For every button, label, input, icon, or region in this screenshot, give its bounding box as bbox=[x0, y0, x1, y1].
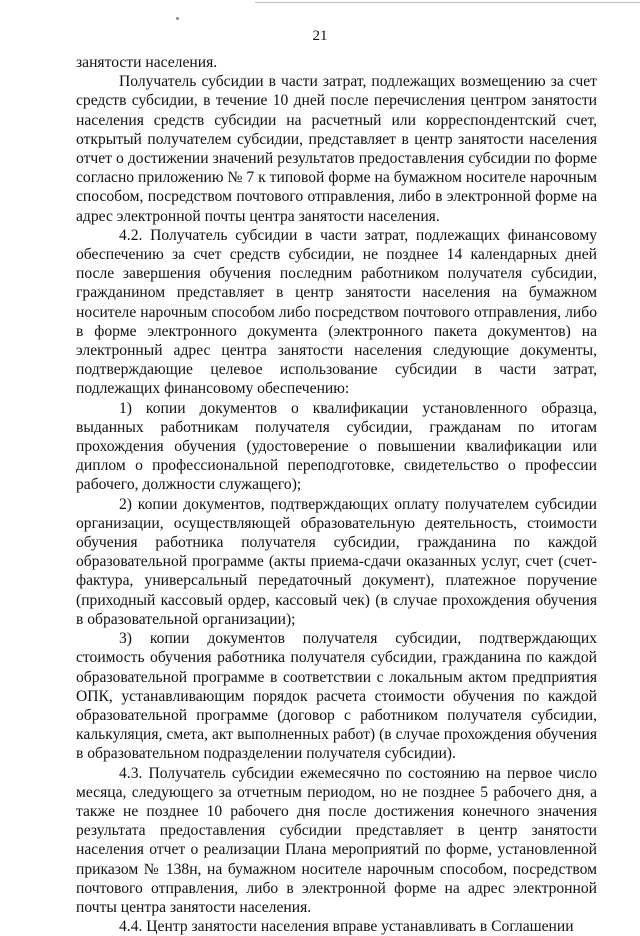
list-item-2: 2) копии документов, подтверждающих оплату получателем субсидии организации, осуществляющей образовательную деятельность, стоимости обучения работника получателя субсидии, гражданина по каждой образовательной программе (акты приема-сдачи оказанных услуг, счет (счет-фактура, универсальный передаточный документ), платежное поручение (приходный кассовый ордер, кассовый чек) (в случае прохождения обучения в образовательной организации); bbox=[76, 495, 597, 628]
scan-artifact-speck bbox=[176, 17, 179, 20]
list-item-1: 1) копии документов о квалификации установленного образца, выданных работникам получателя субсидии, гражданам по итогам прохождения обучения (удостоверение о повышении квалификации или диплом о профессиональной переподготовке, свидетельство о профессии рабочего, должности служащего); bbox=[76, 399, 597, 494]
paragraph-report-reimbursement: Получатель субсидии в части затрат, подлежащих возмещению за счет средств субсидии, в течение 10 дней после перечисления центром занятости населения средств субсидии на расчетный или корреспондентский счет, открытый получателем субсидии, представляет в центр занятости населения отчет о достижении значений результатов предоставления субсидии по форме согласно приложению № 7 к типовой форме на бумажном носителе нарочным способом, посредством почтового отправления, либо в электронной форме на адрес электронной почты центра занятости населения. bbox=[76, 73, 597, 225]
paragraph-4-2: 4.2. Получатель субсидии в части затрат, подлежащих финансовому обеспечению за счет средств субсидии, не позднее 14 календарных дней после завершения обучения последним работником получателя субсидии, гражданином представляет в центр занятости населения на бумажном носителе нарочным способом либо посредством почтового отправления, либо в форме электронного документа (электронного пакета документов) на электронный адрес центра занятости населения следующие документы, подтверждающие целевое использование субсидии в части затрат, подлежащих финансовому обеспечению: bbox=[76, 226, 597, 398]
paragraph-continuation: занятости населения. bbox=[76, 54, 218, 71]
page-number: 21 bbox=[312, 28, 328, 44]
body-text bbox=[76, 53, 597, 936]
paragraph-4-4: 4.4. Центр занятости населения вправе устанавливать в Соглашении bbox=[119, 918, 574, 936]
scan-artifact-line bbox=[255, 2, 640, 3]
paragraph-4-3: 4.3. Получатель субсидии ежемесячно по состоянию на первое число месяца, следующего за отчетным периодом, но не позднее 5 рабочего дня, а также не позднее 10 рабочего дня после достижения конечного значения результата предоставления субсидии представляет в центр занятости населения отчет о реализации Плана мероприятий по форме, установленной приказом № 138н, на бумажном носителе нарочным способом, посредством почтового отправления, либо в электронной форме на адрес электронной почты центра занятости населения. bbox=[76, 764, 597, 916]
list-item-3: 3) копии документов получателя субсидии, подтверждающих стоимость обучения работника получателя субсидии, гражданина по каждой образовательной программе в соответствии с локальным актом предприятия ОПК, устанавливающим порядок расчета стоимости обучения по каждой образовательной программе (договор с работником получателя субсидии, калькуляция, смета, акт выполненных работ) (в случае прохождения обучения в образовательном подразделении получателя субсидии). bbox=[76, 630, 597, 763]
